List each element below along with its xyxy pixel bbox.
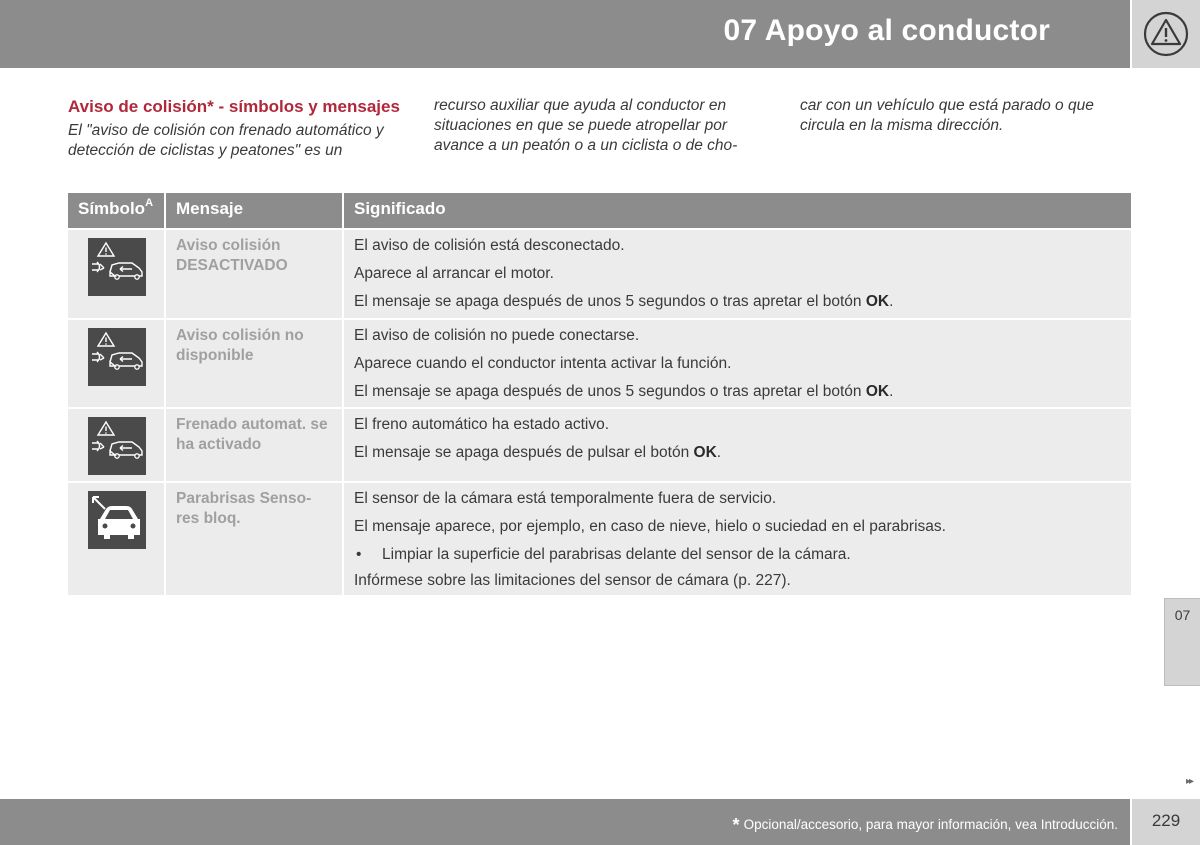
meaning-punct: . <box>889 383 894 400</box>
symbols-table <box>68 193 1131 595</box>
header-symbol-footnote: A <box>145 197 154 209</box>
chapter-side-tab[interactable]: 07 <box>1164 598 1200 686</box>
meaning-cell <box>344 320 1131 407</box>
table-row <box>68 318 1131 407</box>
collision-warning-icon <box>88 417 146 475</box>
table-row <box>68 228 1131 318</box>
collision-warning-icon <box>88 328 146 386</box>
meaning-text: El mensaje se apaga después de unos 5 segundos o tras apretar el botón <box>354 293 866 310</box>
symbol-cell <box>68 320 166 407</box>
ok-button-label: OK <box>865 383 890 400</box>
reference-line: Infórmese sobre las limitaciones del sensor de cámara (p. 227). <box>354 572 791 589</box>
message-cell: Parabrisas Senso-res bloq. <box>166 483 344 595</box>
meaning-cell <box>344 409 1131 481</box>
message-cell: Aviso colisión DESACTIVADO <box>166 230 344 318</box>
meaning-line: El mensaje aparece, por ejemplo, en caso de nieve, hielo o suciedad en el parabrisas. <box>354 518 946 535</box>
ok-button-label: OK <box>693 444 717 461</box>
intro-text-3: car con un vehículo que está parado o que circula en la misma dirección. <box>800 97 1094 134</box>
meaning-line: El sensor de la cámara está temporalmente fuera de servicio. <box>354 490 777 507</box>
bullet-text: Limpiar la superficie del parabrisas delante del sensor de la cámara. <box>382 546 851 563</box>
intro-text-2: recurso auxiliar que ayuda al conductor en situaciones en que se puede atropellar por avance a un peatón o a un ciclista o de cho- <box>434 97 738 154</box>
meaning-cell <box>344 483 1131 595</box>
meaning-cell <box>344 230 1131 318</box>
page-number-box <box>1132 799 1200 845</box>
next-page-arrows-icon: ▸▸ <box>1186 776 1193 787</box>
table-header <box>68 193 1131 228</box>
symbol-cell <box>68 409 166 481</box>
header-bar <box>0 0 1130 68</box>
header-meaning: Significado <box>354 199 446 218</box>
footnote-text: Opcional/accesorio, para mayor información, vea Introducción. <box>743 817 1118 832</box>
header-symbol <box>68 193 166 228</box>
meaning-line: El aviso de colisión no puede conectarse. <box>354 327 640 344</box>
page-number: 229 <box>1151 811 1181 830</box>
message-cell: Frenado automat. se ha activado <box>166 409 344 481</box>
table-row <box>68 481 1131 595</box>
message-cell: Aviso colisión no disponible <box>166 320 344 407</box>
meaning-line: Aparece al arrancar el motor. <box>354 265 554 282</box>
meaning-punct: . <box>716 444 722 461</box>
ok-button-label: OK <box>865 293 890 310</box>
header-icon-box <box>1132 0 1200 68</box>
meaning-line: Aparece cuando el conductor intenta activar la función. <box>354 355 732 372</box>
bullet-item <box>354 545 1121 565</box>
windshield-sensor-icon <box>88 491 146 549</box>
footnote-star: * <box>732 815 740 835</box>
meaning-text: El mensaje se apaga después de unos 5 segundos o tras apretar el botón <box>354 383 866 400</box>
header-symbol-label: Símbolo <box>78 199 146 218</box>
meaning-line <box>354 443 1121 463</box>
meaning-punct: . <box>889 293 894 310</box>
bullet-dot: • <box>356 546 362 563</box>
header-message: Mensaje <box>166 193 344 228</box>
intro-column-2 <box>434 96 774 156</box>
footnote <box>733 815 1118 836</box>
meaning-line: El freno automático ha estado activo. <box>354 416 610 433</box>
chapter-title: 07 Apoyo al conductor <box>723 14 1050 47</box>
intro-column-3 <box>800 96 1140 136</box>
symbol-cell <box>68 230 166 318</box>
meaning-line: El aviso de colisión está desconectado. <box>354 237 625 254</box>
section-title: Aviso de colisión* - símbolos y mensajes <box>68 97 400 116</box>
meaning-line <box>354 292 1121 312</box>
meaning-line <box>354 382 1121 402</box>
collision-warning-icon <box>88 238 146 296</box>
table-row <box>68 407 1131 481</box>
intro-text-1: El "aviso de colisión con frenado automático y detección de ciclistas y peatones" es un <box>68 122 384 159</box>
warning-triangle-icon <box>1142 10 1190 58</box>
meaning-text: El mensaje se apaga después de pulsar el botón <box>354 444 694 461</box>
intro-column-1 <box>68 96 408 161</box>
symbol-cell <box>68 483 166 595</box>
